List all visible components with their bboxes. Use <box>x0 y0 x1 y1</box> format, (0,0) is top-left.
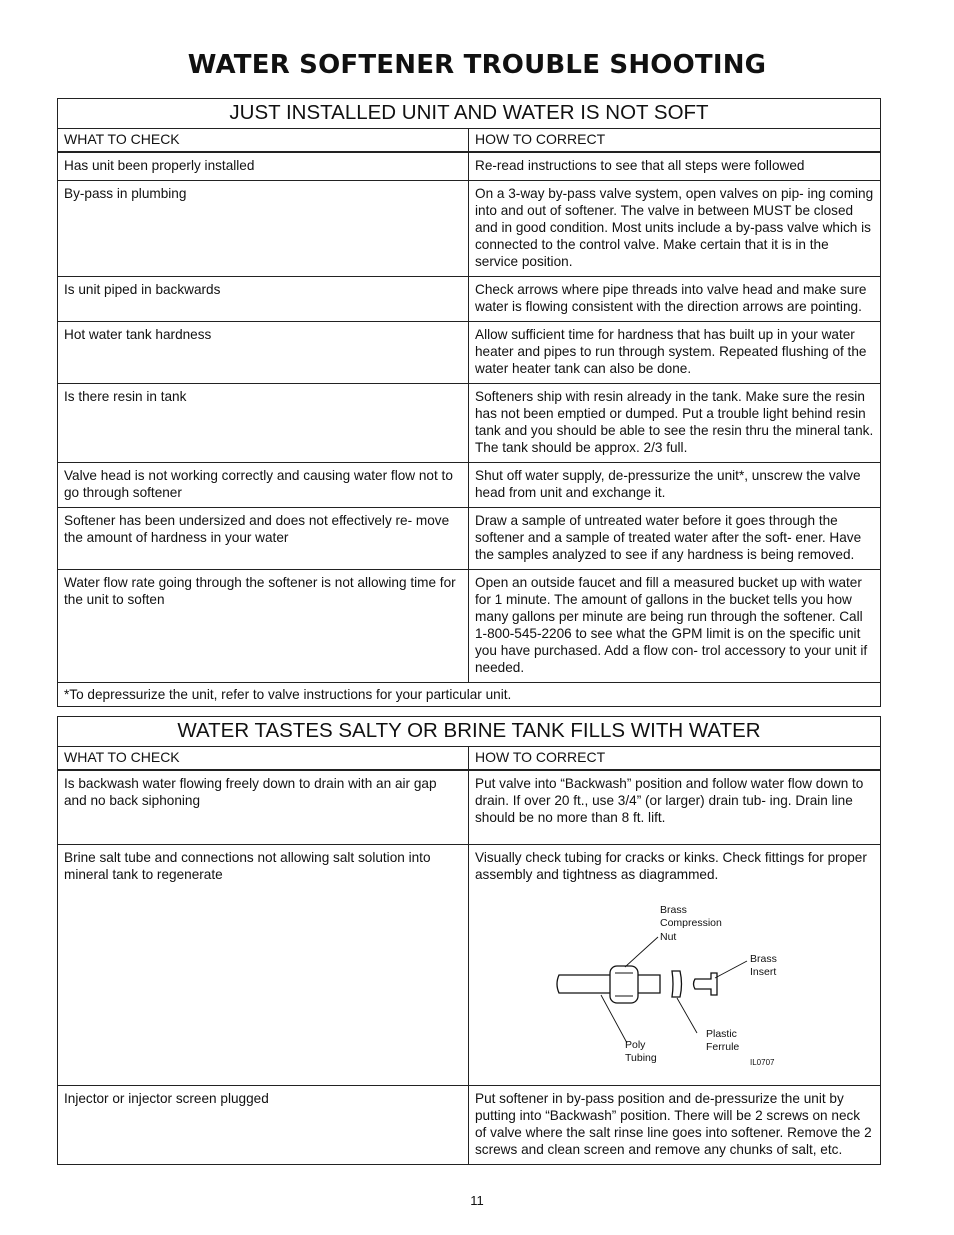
table-row <box>58 322 881 384</box>
correct-cell: Put valve into “Backwash” position and follow water flow down to drain. If over 20 ft., use 3/4” (or larger) drain tub- ing. Drain line should be no more than 8 ft. lift. <box>469 770 881 844</box>
column-header-how-to-correct: HOW TO CORRECT <box>469 129 881 153</box>
correct-cell: Open an outside faucet and fill a measured bucket up with water for 1 minute. The amount of gallons in the bucket tells you how many gallons per minute are being run through the softener. Call 1-800-545-2206 to see what the GPM limit is on the specific unit you have purchased. Add a flow con- trol accessory to your unit if needed. <box>469 570 881 683</box>
column-header-what-to-check: WHAT TO CHECK <box>58 129 469 153</box>
table-row <box>58 152 881 181</box>
check-cell: Is backwash water flowing freely down to drain with an air gap and no back siphoning <box>58 770 469 844</box>
footnote: *To depressurize the unit, refer to valve instructions for your particular unit. <box>58 683 881 707</box>
table-row <box>58 570 881 683</box>
table-row <box>58 277 881 322</box>
diagram-code: IL0707 <box>750 1057 775 1067</box>
check-cell: Brine salt tube and connections not allowing salt solution into mineral tank to regenerate <box>58 844 469 1085</box>
correct-cell: On a 3-way by-pass valve system, open valves on pip- ing coming into and out of softener. The valve in between MUST be closed and in good condition. Most units include a by-pass valve which is connected to the control valve. Make certain that it is in the service position. <box>469 181 881 277</box>
poly-tubing-shape <box>557 975 660 993</box>
brass-insert-shape <box>694 973 718 995</box>
check-cell: Water flow rate going through the softener is not allowing time for the unit to soften <box>58 570 469 683</box>
correct-cell: Draw a sample of untreated water before it goes through the softener and a sample of treated water after the soft- ener. Have the samples analyzed to see if any hardness is being removed. <box>469 508 881 570</box>
table-row <box>58 770 881 844</box>
check-cell: Is unit piped in backwards <box>58 277 469 322</box>
page-number: 11 <box>470 1193 484 1208</box>
check-cell: Hot water tank hardness <box>58 322 469 384</box>
section-heading: WATER TASTES SALTY OR BRINE TANK FILLS WITH WATER <box>58 717 881 747</box>
correct-cell: Visually check tubing for cracks or kinks. Check fittings for proper assembly and tightness as diagrammed. <box>475 849 867 882</box>
correct-cell: Put softener in by-pass position and de-pressurize the unit by putting into “Backwash” position. There will be 2 screws on neck of valve where the salt rinse line goes into softener. Remove the 2 screws and clean screen and remove any chunks of salt, etc. <box>469 1085 881 1164</box>
page-title: WATER SOFTENER TROUBLE SHOOTING <box>187 50 767 80</box>
check-cell: Is there resin in tank <box>58 384 469 463</box>
label-brass-compression-nut: Brass Compression Nut <box>660 903 722 943</box>
table-row <box>58 508 881 570</box>
correct-cell: Softeners ship with resin already in the tank. Make sure the resin has not been emptied or dumped. Put a trouble light behind resin tank and you should be able to see the resin thru the mineral tank. The tank should be approx. 2/3 full. <box>469 384 881 463</box>
correct-cell: Shut off water supply, de-pressurize the unit*, unscrew the valve head from unit and exchange it. <box>469 463 881 508</box>
compression-nut-shape <box>610 966 638 1003</box>
label-brass-insert: Brass Insert <box>750 952 777 978</box>
correct-cell: Allow sufficient time for hardness that has built up in your water heater and pipes to run through system. Repeated flushing of the water heater tank can also be done. <box>469 322 881 384</box>
table-row <box>58 844 881 1085</box>
troubleshoot-table-salty-water <box>57 716 881 1165</box>
check-cell: Injector or injector screen plugged <box>58 1085 469 1164</box>
column-header-what-to-check: WHAT TO CHECK <box>58 747 469 771</box>
check-cell: Has unit been properly installed <box>58 152 469 181</box>
troubleshoot-table-not-soft <box>57 98 881 707</box>
table-row <box>58 463 881 508</box>
section-heading: JUST INSTALLED UNIT AND WATER IS NOT SOFT <box>58 99 881 129</box>
brine-tube-fitting-diagram <box>475 883 865 1079</box>
check-cell: Valve head is not working correctly and causing water flow not to go through softener <box>58 463 469 508</box>
plastic-ferrule-shape <box>672 971 682 997</box>
check-cell: Softener has been undersized and does not effectively re- move the amount of hardness in your water <box>58 508 469 570</box>
label-poly-tubing: Poly Tubing <box>625 1038 657 1064</box>
table-row <box>58 181 881 277</box>
table-row <box>58 384 881 463</box>
correct-cell: Re-read instructions to see that all steps were followed <box>469 152 881 181</box>
check-cell: By-pass in plumbing <box>58 181 469 277</box>
column-header-how-to-correct: HOW TO CORRECT <box>469 747 881 771</box>
table-row <box>58 1085 881 1164</box>
correct-cell: Check arrows where pipe threads into valve head and make sure water is flowing consistent with the direction arrows are pointing. <box>469 277 881 322</box>
label-plastic-ferrule: Plastic Ferrule <box>706 1027 740 1053</box>
